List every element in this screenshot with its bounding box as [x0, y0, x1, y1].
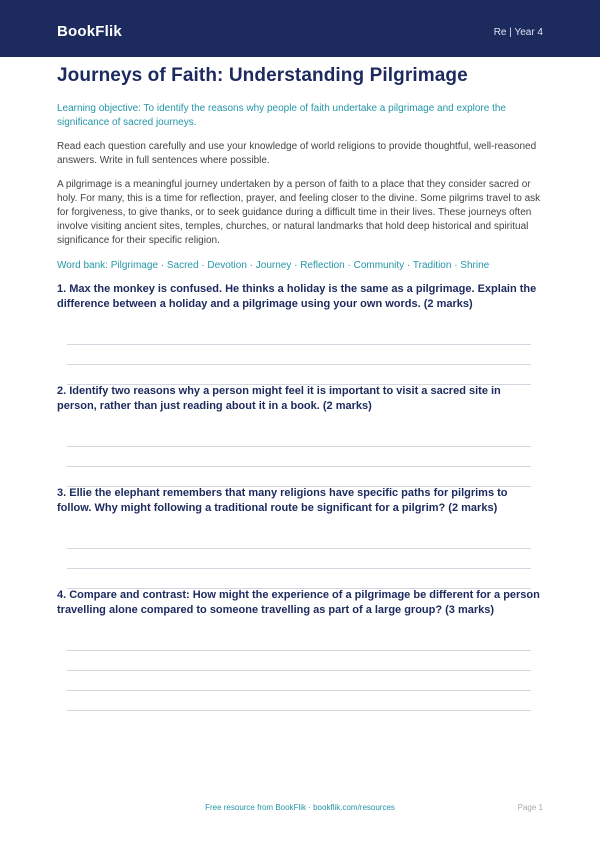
footer-link[interactable]: Free resource from BookFlik · bookflik.com/resources: [205, 803, 395, 812]
question-3: [57, 486, 543, 516]
answer-line[interactable]: [67, 690, 531, 691]
question-text: 3. Ellie the elephant remembers that many religions have specific paths for pilgrims to follow. Why might following a traditional route be significant for a pilgrim? (2 marks): [57, 487, 508, 514]
answer-line[interactable]: [67, 710, 531, 711]
brand-logo[interactable]: BookFlik: [57, 23, 122, 40]
question-text: 4. Compare and contrast: How might the experience of a pilgrimage be different for a person travelling alone compared to someone travelling as part of a large group? (3 marks): [57, 589, 540, 616]
question-text: 1. Max the monkey is confused. He thinks a holiday is the same as a pilgrimage. Explain the difference between a holiday and a pilgrimage using your own words. (2 marks): [57, 283, 537, 310]
worksheet-intro: [57, 64, 543, 273]
header-bar: [0, 0, 600, 57]
page-number: Page 1: [517, 803, 543, 812]
page-title: Journeys of Faith: Understanding Pilgrimage: [57, 65, 468, 86]
instructions-text: Read each question carefully and use your knowledge of world religions to provide thoughtful, well-reasoned answers. Write in full sentences where possible.: [57, 141, 537, 166]
learning-objective: Learning objective: To identify the reasons why people of faith undertake a pilgrimage and explore the significance of sacred journeys.: [57, 103, 506, 128]
answer-line[interactable]: [67, 344, 531, 345]
intro-paragraph: A pilgrimage is a meaningful journey undertaken by a person of faith to a place that they consider sacred or holy. For many, this is a time for reflection, prayer, and feeling closer to the divine. Some pilgrims travel to ask for forgiveness, to give thanks, or to seek guidance during a difficult time in their lives. These journeys often involve visiting ancient sites, temples, churches, or natural landmarks that hold deep historical and spiritual significance for their specific religion.: [57, 179, 541, 246]
question-2: [57, 384, 543, 414]
question-1: [57, 282, 543, 312]
answer-line[interactable]: [67, 548, 531, 549]
question-text: 2. Identify two reasons why a person might feel it is important to visit a sacred site in person, rather than just reading about it in a book. (2 marks): [57, 385, 501, 412]
answer-line[interactable]: [67, 670, 531, 671]
question-4: [57, 588, 543, 618]
answer-line[interactable]: [67, 568, 531, 569]
answer-line[interactable]: [67, 466, 531, 467]
subject-year-label: Re | Year 4: [493, 27, 543, 38]
word-bank: Word bank: Pilgrimage · Sacred · Devotion · Journey · Reflection · Community · Tradition · Shrine: [57, 260, 490, 271]
answer-line[interactable]: [67, 446, 531, 447]
answer-line[interactable]: [67, 650, 531, 651]
answer-line[interactable]: [67, 364, 531, 365]
